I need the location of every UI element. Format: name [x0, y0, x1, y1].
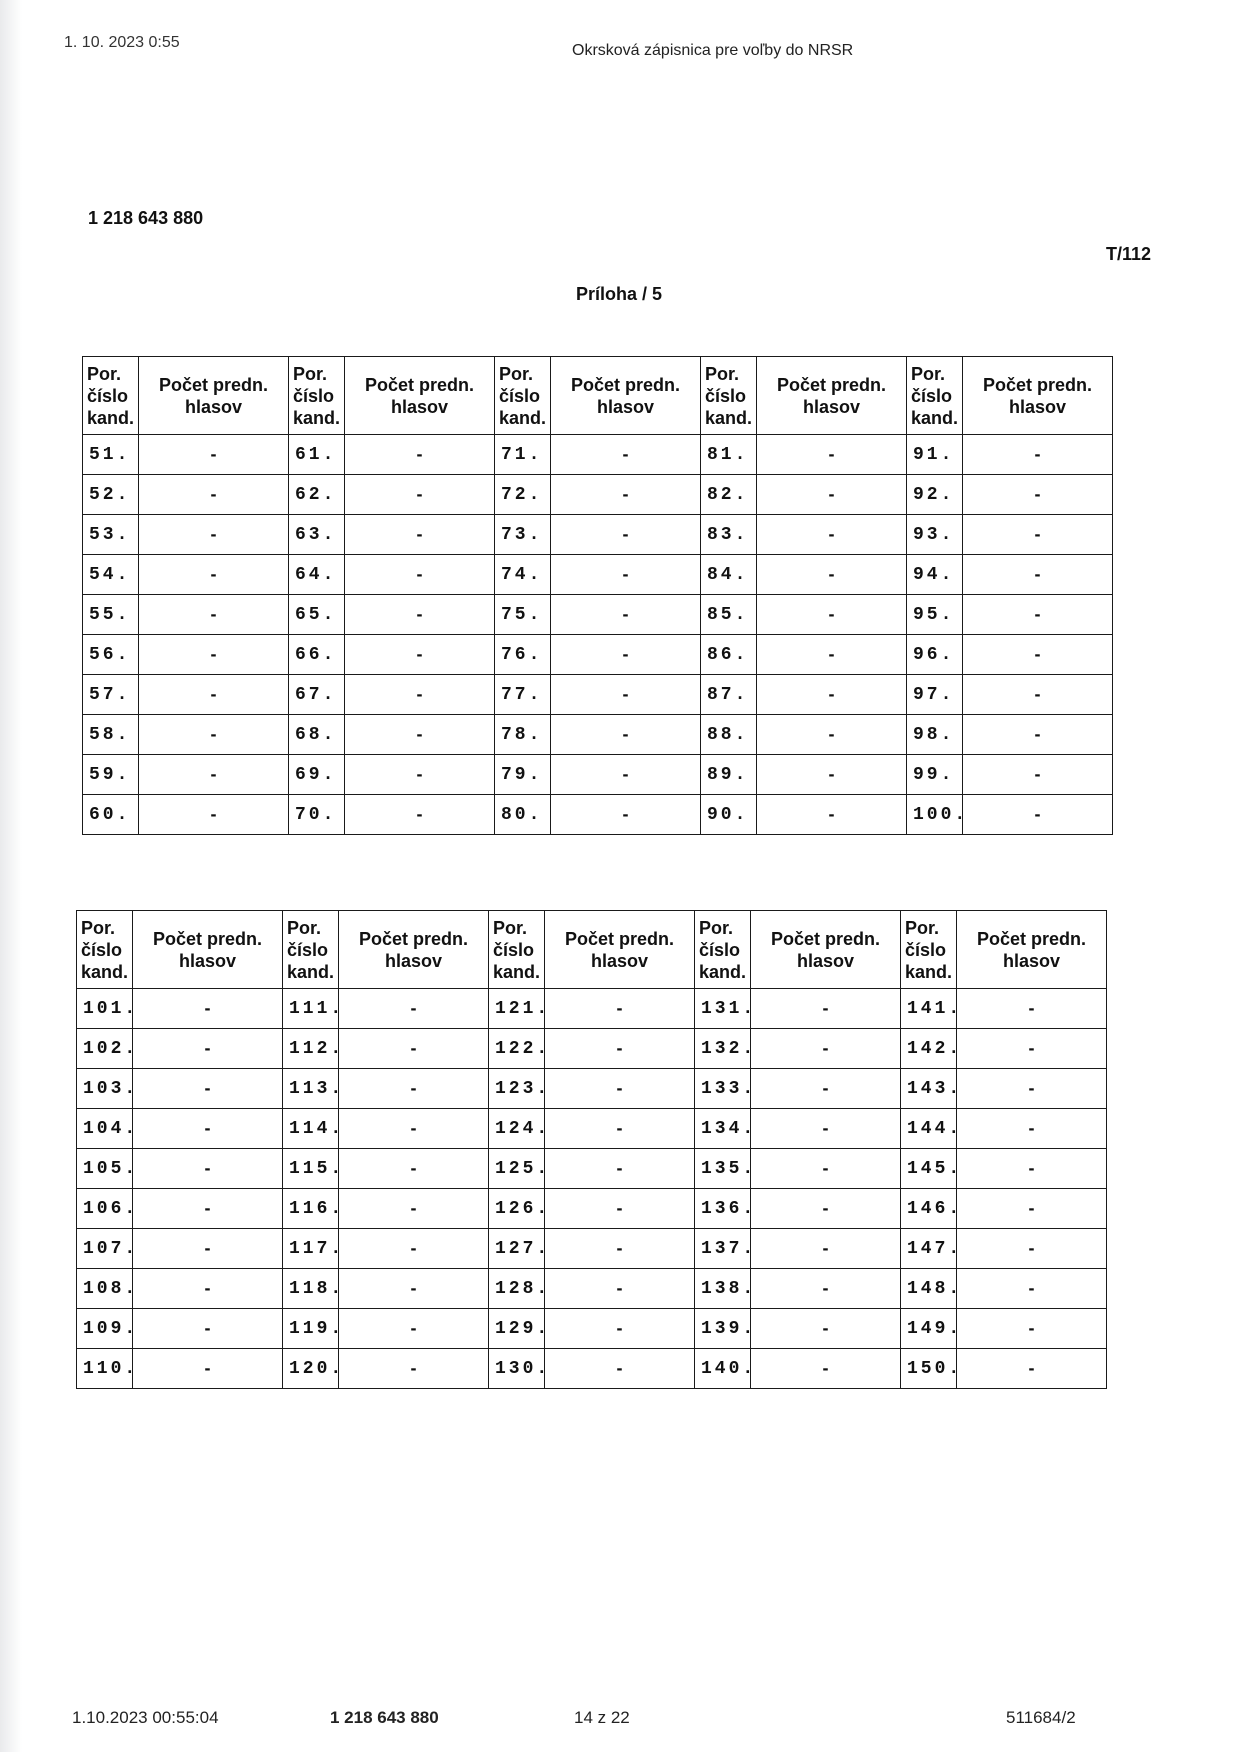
vote-count-cell: - [545, 1229, 695, 1269]
vote-count-cell: - [345, 635, 495, 675]
candidate-number-cell: 97. [907, 675, 963, 715]
vote-count-cell: - [545, 1189, 695, 1229]
candidate-number-cell: 132. [695, 1029, 751, 1069]
candidate-number-cell: 109. [77, 1309, 133, 1349]
vote-count-cell: - [551, 715, 701, 755]
vote-count-cell: - [757, 675, 907, 715]
vote-count-cell: - [345, 555, 495, 595]
table-row [83, 755, 1113, 795]
header-preference-votes: Počet predn. hlasov [551, 357, 701, 435]
vote-count-cell: - [757, 755, 907, 795]
table-row [83, 675, 1113, 715]
vote-count-cell: - [751, 1109, 901, 1149]
vote-count-cell: - [751, 1309, 901, 1349]
candidate-number-cell: 96. [907, 635, 963, 675]
candidate-number-cell: 71. [495, 435, 551, 475]
candidate-number-cell: 129. [489, 1309, 545, 1349]
vote-count-cell: - [757, 635, 907, 675]
vote-count-cell: - [139, 475, 289, 515]
header-candidate-number: Por. číslo kand. [695, 911, 751, 989]
table-row [77, 989, 1107, 1029]
candidate-number-cell: 135. [695, 1149, 751, 1189]
document-id: 1 218 643 880 [88, 208, 204, 228]
vote-count-cell: - [339, 1029, 489, 1069]
vote-count-cell: - [551, 435, 701, 475]
vote-count-cell: - [551, 595, 701, 635]
candidate-number-cell: 67. [289, 675, 345, 715]
vote-count-cell: - [551, 795, 701, 835]
candidate-number-cell: 68. [289, 715, 345, 755]
candidate-number-cell: 119. [283, 1309, 339, 1349]
vote-count-cell: - [963, 795, 1113, 835]
candidate-number-cell: 127. [489, 1229, 545, 1269]
vote-count-cell: - [345, 515, 495, 555]
candidate-number-cell: 103. [77, 1069, 133, 1109]
document-heading: Okrsková zápisnica pre voľby do NRSR [572, 42, 854, 59]
candidate-number-cell: 123. [489, 1069, 545, 1109]
vote-count-cell: - [963, 515, 1113, 555]
table-row [77, 1269, 1107, 1309]
candidate-number-cell: 107. [77, 1229, 133, 1269]
vote-count-cell: - [133, 989, 283, 1029]
vote-count-cell: - [551, 555, 701, 595]
footer-document-id: 1 218 643 880 [330, 1708, 439, 1727]
vote-count-cell: - [963, 715, 1113, 755]
header-candidate-number: Por. číslo kand. [901, 911, 957, 989]
header-preference-votes: Počet predn. hlasov [963, 357, 1113, 435]
candidate-number-cell: 56. [83, 635, 139, 675]
candidate-number-cell: 61. [289, 435, 345, 475]
candidate-number-cell: 72. [495, 475, 551, 515]
table-row [77, 1149, 1107, 1189]
vote-count-cell: - [139, 675, 289, 715]
footer-timestamp: 1.10.2023 00:55:04 [72, 1708, 219, 1727]
table-row [83, 715, 1113, 755]
vote-count-cell: - [963, 755, 1113, 795]
candidate-number-cell: 115. [283, 1149, 339, 1189]
vote-count-cell: - [139, 795, 289, 835]
vote-count-cell: - [551, 515, 701, 555]
vote-count-cell: - [757, 475, 907, 515]
candidate-number-cell: 137. [695, 1229, 751, 1269]
header-preference-votes: Počet predn. hlasov [957, 911, 1107, 989]
candidate-number-cell: 128. [489, 1269, 545, 1309]
candidate-number-cell: 88. [701, 715, 757, 755]
candidate-number-cell: 146. [901, 1189, 957, 1229]
candidate-number-cell: 141. [901, 989, 957, 1029]
vote-count-cell: - [757, 555, 907, 595]
form-tag: T/112 [1106, 244, 1152, 264]
candidate-number-cell: 89. [701, 755, 757, 795]
header-preference-votes: Počet predn. hlasov [339, 911, 489, 989]
vote-count-cell: - [963, 475, 1113, 515]
vote-count-cell: - [957, 1149, 1107, 1189]
header-preference-votes: Počet predn. hlasov [345, 357, 495, 435]
vote-count-cell: - [545, 989, 695, 1029]
header-candidate-number: Por. číslo kand. [701, 357, 757, 435]
vote-count-cell: - [963, 555, 1113, 595]
candidate-number-cell: 94. [907, 555, 963, 595]
candidate-number-cell: 82. [701, 475, 757, 515]
candidate-number-cell: 105. [77, 1149, 133, 1189]
vote-count-cell: - [133, 1309, 283, 1349]
footer-page-number: 14 z 22 [574, 1708, 630, 1727]
header-candidate-number: Por. číslo kand. [83, 357, 139, 435]
candidate-number-cell: 63. [289, 515, 345, 555]
vote-count-cell: - [551, 755, 701, 795]
candidate-number-cell: 111. [283, 989, 339, 1029]
vote-count-cell: - [339, 1149, 489, 1189]
candidate-number-cell: 130. [489, 1349, 545, 1389]
vote-count-cell: - [139, 555, 289, 595]
candidate-number-cell: 113. [283, 1069, 339, 1109]
candidate-number-cell: 104. [77, 1109, 133, 1149]
candidate-number-cell: 131. [695, 989, 751, 1029]
vote-count-cell: - [751, 1269, 901, 1309]
vote-count-cell: - [963, 435, 1113, 475]
candidate-number-cell: 126. [489, 1189, 545, 1229]
vote-count-cell: - [133, 1349, 283, 1389]
candidate-number-cell: 51. [83, 435, 139, 475]
candidate-number-cell: 58. [83, 715, 139, 755]
vote-count-cell: - [757, 795, 907, 835]
candidate-number-cell: 52. [83, 475, 139, 515]
candidate-number-cell: 102. [77, 1029, 133, 1069]
candidate-number-cell: 98. [907, 715, 963, 755]
candidate-number-cell: 92. [907, 475, 963, 515]
vote-count-cell: - [751, 989, 901, 1029]
candidate-number-cell: 81. [701, 435, 757, 475]
candidate-number-cell: 62. [289, 475, 345, 515]
candidate-number-cell: 75. [495, 595, 551, 635]
vote-count-cell: - [957, 989, 1107, 1029]
vote-count-cell: - [345, 595, 495, 635]
table-row [83, 795, 1113, 835]
candidate-number-cell: 110. [77, 1349, 133, 1389]
candidate-number-cell: 116. [283, 1189, 339, 1229]
vote-count-cell: - [545, 1069, 695, 1109]
table-row [77, 1109, 1107, 1149]
candidate-number-cell: 83. [701, 515, 757, 555]
candidate-number-cell: 55. [83, 595, 139, 635]
vote-count-cell: - [757, 715, 907, 755]
candidate-number-cell: 125. [489, 1149, 545, 1189]
vote-count-cell: - [957, 1229, 1107, 1269]
vote-count-cell: - [139, 595, 289, 635]
header-preference-votes: Počet predn. hlasov [133, 911, 283, 989]
vote-count-cell: - [139, 715, 289, 755]
candidate-number-cell: 145. [901, 1149, 957, 1189]
vote-count-cell: - [551, 475, 701, 515]
candidate-number-cell: 112. [283, 1029, 339, 1069]
candidate-number-cell: 117. [283, 1229, 339, 1269]
candidate-number-cell: 133. [695, 1069, 751, 1109]
candidate-number-cell: 65. [289, 595, 345, 635]
candidate-number-cell: 59. [83, 755, 139, 795]
vote-count-cell: - [545, 1309, 695, 1349]
candidate-number-cell: 114. [283, 1109, 339, 1149]
candidate-number-cell: 87. [701, 675, 757, 715]
candidate-number-cell: 85. [701, 595, 757, 635]
vote-count-cell: - [551, 675, 701, 715]
annex-title: Príloha / 5 [576, 284, 663, 304]
table-row [83, 595, 1113, 635]
candidate-number-cell: 148. [901, 1269, 957, 1309]
candidate-number-cell: 64. [289, 555, 345, 595]
header-candidate-number: Por. číslo kand. [907, 357, 963, 435]
candidate-number-cell: 140. [695, 1349, 751, 1389]
candidate-number-cell: 143. [901, 1069, 957, 1109]
candidate-number-cell: 57. [83, 675, 139, 715]
vote-count-cell: - [133, 1109, 283, 1149]
candidate-number-cell: 100. [907, 795, 963, 835]
candidate-number-cell: 53. [83, 515, 139, 555]
candidate-number-cell: 76. [495, 635, 551, 675]
vote-count-cell: - [751, 1349, 901, 1389]
vote-count-cell: - [345, 715, 495, 755]
candidate-number-cell: 134. [695, 1109, 751, 1149]
vote-count-cell: - [751, 1229, 901, 1269]
vote-count-cell: - [551, 635, 701, 675]
vote-count-cell: - [957, 1029, 1107, 1069]
candidate-number-cell: 54. [83, 555, 139, 595]
candidate-number-cell: 90. [701, 795, 757, 835]
candidate-number-cell: 73. [495, 515, 551, 555]
table-row [77, 1069, 1107, 1109]
vote-count-cell: - [133, 1269, 283, 1309]
vote-count-cell: - [133, 1149, 283, 1189]
vote-count-cell: - [139, 635, 289, 675]
preference-votes-table-1 [82, 356, 1113, 835]
candidate-number-cell: 66. [289, 635, 345, 675]
candidate-number-cell: 60. [83, 795, 139, 835]
table-row [77, 1229, 1107, 1269]
candidate-number-cell: 147. [901, 1229, 957, 1269]
vote-count-cell: - [339, 1309, 489, 1349]
candidate-number-cell: 149. [901, 1309, 957, 1349]
candidate-number-cell: 84. [701, 555, 757, 595]
candidate-number-cell: 139. [695, 1309, 751, 1349]
candidate-number-cell: 80. [495, 795, 551, 835]
candidate-number-cell: 142. [901, 1029, 957, 1069]
vote-count-cell: - [139, 435, 289, 475]
header-candidate-number: Por. číslo kand. [489, 911, 545, 989]
vote-count-cell: - [133, 1189, 283, 1229]
candidate-number-cell: 118. [283, 1269, 339, 1309]
print-datetime: 1. 10. 2023 0:55 [64, 34, 180, 51]
vote-count-cell: - [545, 1109, 695, 1149]
table-header-row [77, 911, 1107, 989]
table-row [77, 1309, 1107, 1349]
vote-count-cell: - [345, 755, 495, 795]
vote-count-cell: - [339, 1229, 489, 1269]
vote-count-cell: - [133, 1069, 283, 1109]
vote-count-cell: - [139, 755, 289, 795]
candidate-number-cell: 86. [701, 635, 757, 675]
table-body [77, 989, 1107, 1389]
candidate-number-cell: 93. [907, 515, 963, 555]
vote-count-cell: - [957, 1109, 1107, 1149]
candidate-number-cell: 91. [907, 435, 963, 475]
vote-count-cell: - [545, 1269, 695, 1309]
table-row [83, 435, 1113, 475]
candidate-number-cell: 74. [495, 555, 551, 595]
candidate-number-cell: 144. [901, 1109, 957, 1149]
vote-count-cell: - [345, 435, 495, 475]
vote-count-cell: - [957, 1309, 1107, 1349]
vote-count-cell: - [963, 635, 1113, 675]
table-row [77, 1349, 1107, 1389]
header-candidate-number: Por. číslo kand. [283, 911, 339, 989]
table-row [83, 555, 1113, 595]
candidate-number-cell: 138. [695, 1269, 751, 1309]
vote-count-cell: - [545, 1149, 695, 1189]
header-preference-votes: Počet predn. hlasov [139, 357, 289, 435]
table-row [83, 515, 1113, 555]
vote-count-cell: - [757, 515, 907, 555]
vote-count-cell: - [751, 1189, 901, 1229]
vote-count-cell: - [133, 1029, 283, 1069]
header-candidate-number: Por. číslo kand. [77, 911, 133, 989]
candidate-number-cell: 70. [289, 795, 345, 835]
candidate-number-cell: 78. [495, 715, 551, 755]
vote-count-cell: - [339, 1069, 489, 1109]
header-preference-votes: Počet predn. hlasov [545, 911, 695, 989]
header-candidate-number: Por. číslo kand. [495, 357, 551, 435]
footer-code: 511684/2 [1006, 1708, 1076, 1727]
preference-votes-table-2 [76, 910, 1107, 1389]
header-preference-votes: Počet predn. hlasov [751, 911, 901, 989]
header-candidate-number: Por. číslo kand. [289, 357, 345, 435]
vote-count-cell: - [339, 1189, 489, 1229]
candidate-number-cell: 101. [77, 989, 133, 1029]
vote-count-cell: - [339, 1349, 489, 1389]
candidate-number-cell: 69. [289, 755, 345, 795]
vote-count-cell: - [339, 1269, 489, 1309]
candidate-number-cell: 136. [695, 1189, 751, 1229]
table-row [83, 475, 1113, 515]
vote-count-cell: - [963, 675, 1113, 715]
vote-count-cell: - [757, 435, 907, 475]
candidate-number-cell: 124. [489, 1109, 545, 1149]
vote-count-cell: - [957, 1349, 1107, 1389]
vote-count-cell: - [957, 1269, 1107, 1309]
table-body [83, 435, 1113, 835]
candidate-number-cell: 108. [77, 1269, 133, 1309]
candidate-number-cell: 121. [489, 989, 545, 1029]
table-row [83, 635, 1113, 675]
vote-count-cell: - [133, 1229, 283, 1269]
vote-count-cell: - [751, 1029, 901, 1069]
vote-count-cell: - [339, 1109, 489, 1149]
candidate-number-cell: 77. [495, 675, 551, 715]
vote-count-cell: - [757, 595, 907, 635]
vote-count-cell: - [957, 1069, 1107, 1109]
scan-edge-shadow [0, 0, 22, 1752]
table-header-row [83, 357, 1113, 435]
vote-count-cell: - [751, 1149, 901, 1189]
table-row [77, 1029, 1107, 1069]
candidate-number-cell: 150. [901, 1349, 957, 1389]
vote-count-cell: - [339, 989, 489, 1029]
candidate-number-cell: 95. [907, 595, 963, 635]
candidate-number-cell: 79. [495, 755, 551, 795]
candidate-number-cell: 106. [77, 1189, 133, 1229]
vote-count-cell: - [345, 795, 495, 835]
table-row [77, 1189, 1107, 1229]
vote-count-cell: - [345, 675, 495, 715]
candidate-number-cell: 122. [489, 1029, 545, 1069]
candidate-number-cell: 99. [907, 755, 963, 795]
vote-count-cell: - [139, 515, 289, 555]
vote-count-cell: - [751, 1069, 901, 1109]
candidate-number-cell: 120. [283, 1349, 339, 1389]
vote-count-cell: - [545, 1349, 695, 1389]
vote-count-cell: - [963, 595, 1113, 635]
vote-count-cell: - [957, 1189, 1107, 1229]
vote-count-cell: - [345, 475, 495, 515]
header-preference-votes: Počet predn. hlasov [757, 357, 907, 435]
vote-count-cell: - [545, 1029, 695, 1069]
